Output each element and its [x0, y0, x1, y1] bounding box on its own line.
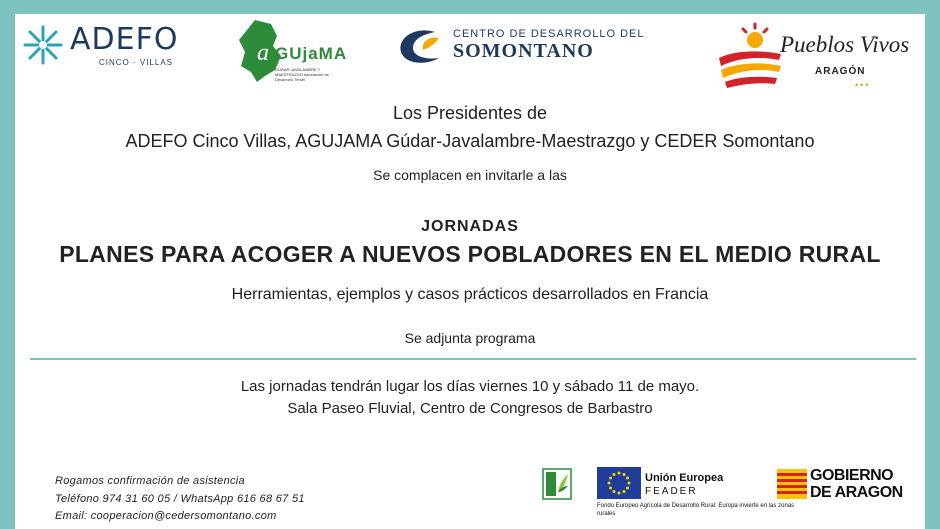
- organizations-line: ADEFO Cinco Villas, AGUJAMA Gúdar-Javalambre-Maestrazgo y CEDER Somontano: [125, 131, 815, 151]
- pueblos-vivos-logo-subtitle: ARAGÓN: [815, 66, 866, 77]
- pueblos-vivos-sun-icon: [715, 20, 787, 90]
- eu-description: Fondo Europeo Agrícola de Desarrollo Rural: Europa invierte en las zonas rurales: [597, 503, 795, 517]
- ceder-logo-top: CENTRO DE DESARROLLO DEL: [453, 28, 645, 40]
- agujama-logo-text: GUjaMA: [275, 44, 348, 63]
- invite-line: Se complacen en invitarle a las: [373, 167, 567, 183]
- phone-line: Teléfono 974 31 60 05 / WhatsApp 616 68 67 51: [55, 493, 305, 505]
- leader-logo-icon: [542, 468, 572, 500]
- agujama-logo-subtitle: GÚDAR-JAVALAMBRE Y MAESTRAZGO Asociación de Desarrollo Teruel: [275, 67, 329, 82]
- ceder-swoosh-icon: [395, 26, 447, 68]
- email-line[interactable]: Email: cooperacion@cedersomontano.com: [55, 510, 277, 522]
- eu-fund: FEADER: [645, 486, 698, 497]
- svg-text:a: a: [257, 40, 269, 66]
- adefo-logo-text: ADEFO: [70, 22, 179, 57]
- event-kicker: JORNADAS: [421, 218, 519, 235]
- invitation-card: [15, 14, 925, 529]
- rsvp-note: Rogamos confirmación de asistencia: [55, 475, 245, 487]
- event-dates: Las jornadas tendrán lugar los días viernes 10 y sábado 11 de mayo.: [240, 378, 700, 395]
- event-subtitle: Herramientas, ejemplos y casos prácticos desarrollados en Francia: [231, 286, 709, 303]
- gobierno-line2: DE ARAGON: [810, 484, 903, 501]
- adefo-logo-icon: [23, 25, 63, 65]
- adefo-logo-subtitle: CINCO · VILLAS: [99, 58, 174, 67]
- eu-title: Unión Europea: [645, 472, 724, 484]
- event-title: PLANES PARA ACOGER A NUEVOS POBLADORES EN EL MEDIO RURAL: [59, 241, 881, 267]
- event-venue: Sala Paseo Fluvial, Centro de Congresos de Barbastro: [287, 400, 653, 417]
- ceder-logo-name: SOMONTANO: [453, 40, 594, 62]
- pueblos-vivos-dots: •••: [855, 80, 871, 90]
- pueblos-vivos-logo-text: Pueblos Vivos: [780, 32, 910, 57]
- aragon-flag-icon: [777, 469, 807, 499]
- presidents-line: Los Presidentes de: [392, 103, 548, 123]
- attachment-note: Se adjunta programa: [404, 330, 536, 346]
- gobierno-line1: GOBIERNO: [810, 467, 894, 484]
- divider: [30, 358, 916, 360]
- eu-flag-icon: [597, 467, 641, 499]
